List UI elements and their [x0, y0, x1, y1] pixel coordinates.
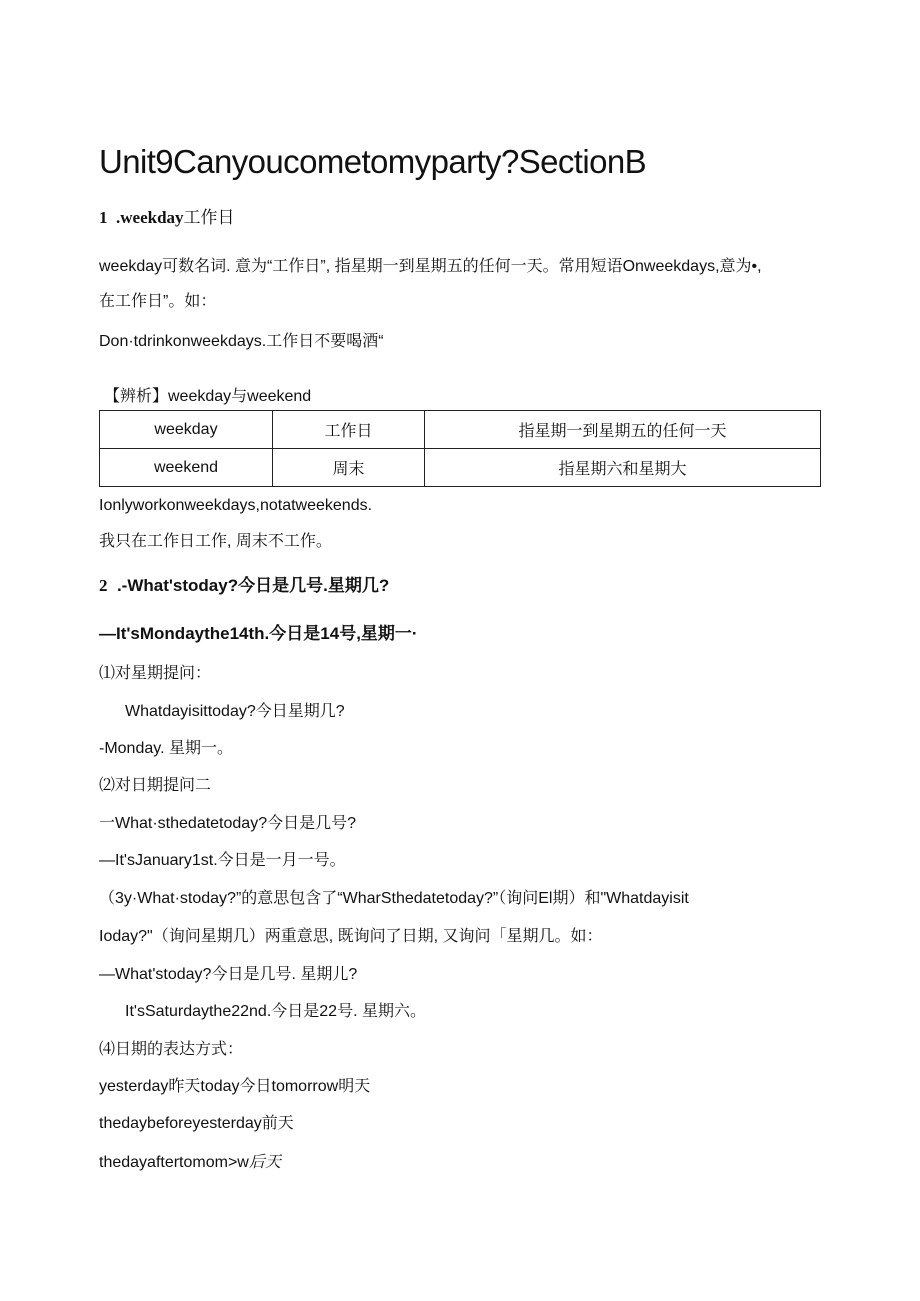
table-row [100, 449, 821, 487]
point-2-question: 一What·sthedatetoday?今日是几号? [99, 815, 356, 832]
point-3-line-2: Ioday?"（询问星期几）两重意思, 既询问了日期, 又询问「星期几。如： [99, 928, 603, 945]
point-4-line-2: thedaybeforeyesterday前天 [99, 1115, 294, 1132]
section-2-question: .-What'stoday?今日是几号.星期几? [116, 576, 390, 595]
point-4-line-3-en: thedayaftertomom>w [99, 1154, 249, 1171]
section-2-heading-question [99, 576, 389, 596]
table-cell: weekend [100, 449, 273, 487]
section-1-example: Don·tdrinkonweekdays.工作日不要喝酒“ [99, 333, 384, 350]
table-cell: 指星期一到星期五的任何一天 [425, 411, 821, 449]
point-4-line-3 [99, 1152, 281, 1173]
table-cell: 指星期六和星期大 [425, 449, 821, 487]
point-3-answer: It'sSaturdaythe22nd.今日是22号. 星期六。 [125, 1003, 426, 1020]
section-1-after-en: Ionlyworkonweekdays,notatweekends. [99, 497, 373, 514]
point-2-title: ⑵对日期提问二 [99, 777, 212, 794]
section-1-desc-line-1: weekday可数名词. 意为“工作日”, 指星期一到星期五的任何一天。常用短语Onweekdays,意为•, [99, 258, 762, 275]
comparison-table [99, 410, 821, 487]
table-cell: 工作日 [273, 411, 425, 449]
analysis-label: 【辨析】weekday与weekend [104, 388, 312, 405]
point-2-answer: —It'sJanuary1st.今日是一月一号。 [99, 852, 346, 869]
table-row [100, 411, 821, 449]
point-4-line-3-cn: 后天 [248, 1152, 281, 1171]
point-3-line-1: （3y·What·stoday?”的意思包含了“WharSthedatetoday?”（询问El期）和"Whatdayisit [99, 890, 689, 907]
section-2-heading-answer: —It'sMondaythe14th.今日是14号,星期一· [99, 624, 418, 643]
section-1-term: .weekday [116, 208, 184, 227]
point-1-title: ⑴对星期提问： [99, 665, 212, 682]
point-4-line-1: yesterday昨天today今日tomorrow明天 [99, 1078, 371, 1095]
section-2-number: 2 [99, 576, 108, 595]
point-1-answer: -Monday. 星期一。 [99, 740, 233, 757]
point-3-question: —What'stoday?今日是几号. 星期儿? [99, 966, 358, 983]
table-cell: 周末 [273, 449, 425, 487]
section-1-term-cn: 工作日 [183, 208, 235, 228]
point-1-question: Whatdayisittoday?今日星期几? [125, 703, 345, 720]
section-1-after-cn: 我只在工作日工作, 周末不工作。 [99, 533, 332, 550]
section-1-heading [99, 208, 235, 228]
section-1-number: 1 [99, 208, 108, 227]
point-4-title: ⑷日期的表达方式： [99, 1041, 244, 1058]
section-1-desc-line-2: 在工作日”。如： [99, 293, 217, 310]
table-cell: weekday [100, 411, 273, 449]
page-title: Unit9Canyoucometomyparty?SectionB [99, 143, 646, 180]
